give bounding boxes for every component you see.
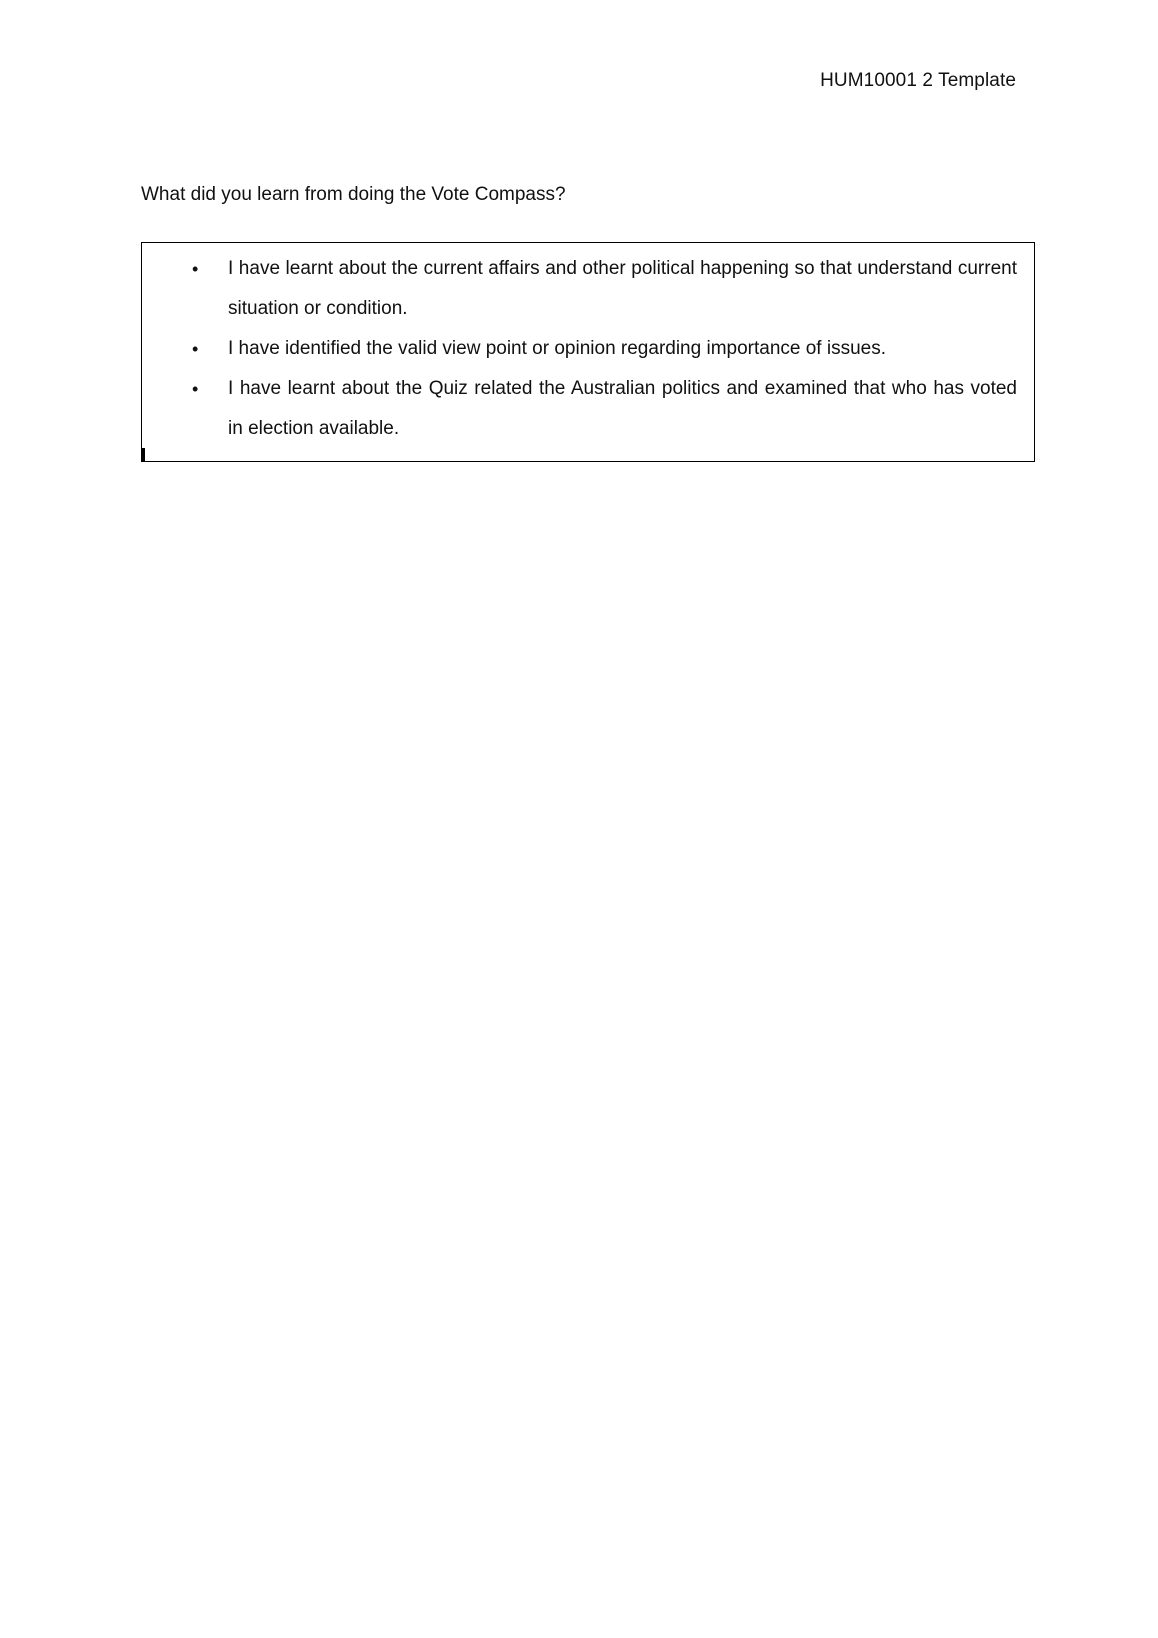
document-header: HUM10001 2 Template (820, 70, 1016, 91)
bullet-icon: • (192, 379, 199, 399)
bullet-icon: • (192, 259, 199, 279)
bullet-icon: • (192, 339, 199, 359)
answer-text-2: I have identified the valid view point or opinion regarding importance of issues. (228, 338, 886, 359)
answer-item-3 (142, 369, 1034, 449)
answer-list (142, 249, 1034, 449)
answer-item-2 (142, 329, 1034, 369)
answer-text-1: I have learnt about the current affairs and other political happening so that understand current situation or condition. (228, 258, 1017, 319)
answer-item-1 (142, 249, 1034, 329)
clipped-text-marker (142, 448, 145, 461)
answer-text-3: I have learnt about the Quiz related the Australian politics and examined that who has voted in election available. (228, 378, 1017, 439)
answer-box (141, 242, 1035, 462)
question-text: What did you learn from doing the Vote Compass? (141, 184, 566, 205)
